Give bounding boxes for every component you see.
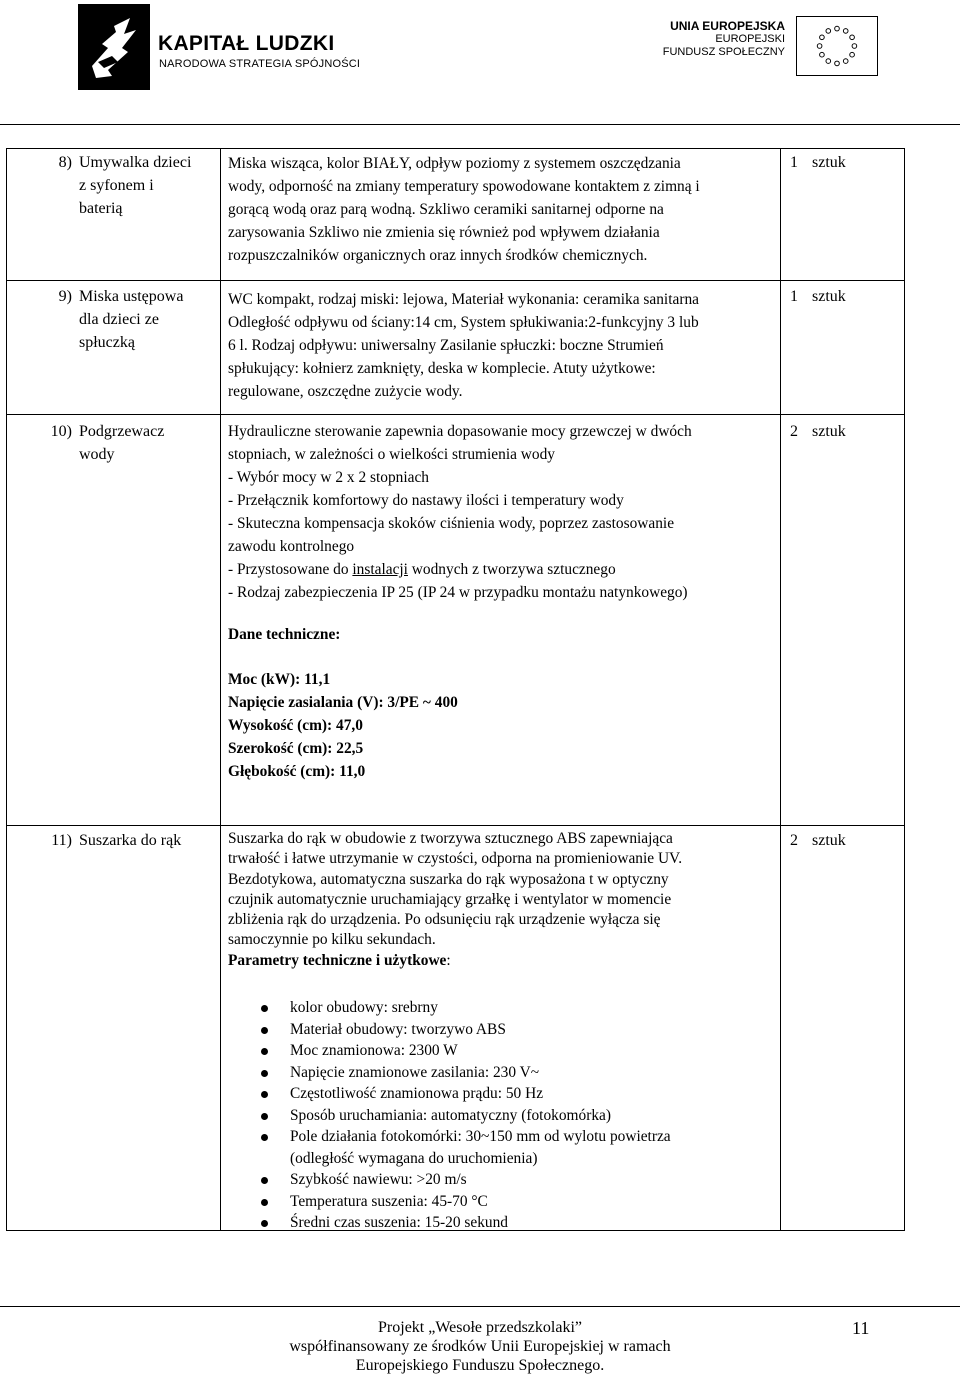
- kapital-ludzki-emblem-icon: [78, 4, 150, 90]
- footer-divider: [0, 1306, 960, 1307]
- row-number: 11): [51, 832, 72, 849]
- quantity-unit: sztuk: [812, 423, 846, 440]
- description-line: Odległość odpływu od ściany:14 cm, System spłukiwania:2-funkcyjny 3 lub: [228, 314, 699, 331]
- row-separator: [6, 280, 904, 281]
- tech-data-line: Napięcie zasialania (V): 3/PE ~ 400: [228, 694, 458, 711]
- list-item-text-cont: (odległość wymagana do uruchomienia): [290, 1149, 538, 1167]
- quantity-value: 1: [790, 154, 798, 171]
- params-heading: Parametry techniczne i użytkowe: [228, 951, 447, 969]
- quantity-unit: sztuk: [812, 154, 846, 171]
- description-line: Miska wisząca, kolor BIAŁY, odpływ poziomy z systemem oszczędzania: [228, 155, 681, 172]
- description-line: Bezdotykowa, automatyczna suszarka do rąk wyposażona t w optyczny: [228, 870, 669, 888]
- row-description: [228, 420, 778, 783]
- kapital-ludzki-subtitle: NARODOWA STRATEGIA SPÓJNOŚCI: [159, 58, 361, 70]
- header-divider: [0, 124, 960, 125]
- tech-data-line: Wysokość (cm): 47,0: [228, 717, 363, 734]
- row-quantity: [790, 829, 900, 852]
- quantity-value: 1: [790, 288, 798, 305]
- description-line: stopniach, w zależności o wielkości strumienia wody: [228, 446, 555, 463]
- item-name-line: baterią: [79, 200, 123, 217]
- item-name-line: spłuczką: [79, 334, 135, 351]
- list-item-text: Pole działania fotokomórki: 30~150 mm od wylotu powietrza: [290, 1128, 671, 1146]
- footer-line: Europejskiego Funduszu Społecznego.: [355, 1357, 605, 1374]
- params-heading-line: [228, 951, 778, 971]
- page-header: [0, 0, 960, 120]
- item-name-line: Podgrzewacz: [79, 423, 165, 440]
- install-text-pre: - Przystosowane do: [228, 561, 353, 578]
- row-separator: [6, 825, 904, 826]
- description-line: - Skuteczna kompensacja skoków ciśnienia wody, poprzez zastosowanie: [228, 515, 675, 532]
- description-line: WC kompakt, rodzaj miski: lejowa, Materiał wykonania: ceramika sanitarna: [228, 291, 699, 308]
- row-item-name: [79, 151, 219, 220]
- description-line: trwałość i łatwe utrzymanie w czystości, odporna na promieniowanie UV.: [228, 850, 683, 868]
- item-name-line: z syfonem i: [79, 177, 154, 194]
- item-name-line: Suszarka do rąk: [79, 832, 182, 849]
- row-separator: [6, 414, 904, 415]
- tech-data-heading: Dane techniczne:: [228, 626, 341, 643]
- row-description: [228, 288, 778, 403]
- row-item-name: [79, 285, 219, 354]
- description-line: 6 l. Rodzaj odpływu: uniwersalny Zasilanie spłuczki: boczne Strumień: [228, 337, 664, 354]
- description-line: Suszarka do rąk w obudowie z tworzywa sztucznego ABS zapewniająca: [228, 830, 673, 847]
- list-item: Moc znamionowa: 2300 W: [228, 1040, 778, 1062]
- row-quantity: [790, 151, 900, 174]
- list-item: kolor obudowy: srebrny: [228, 997, 778, 1019]
- row-quantity: [790, 420, 900, 443]
- list-item: Materiał obudowy: tworzywo ABS: [228, 1019, 778, 1041]
- tech-data-line: Szerokość (cm): 22,5: [228, 740, 364, 757]
- list-item: Średni czas suszenia: 15-20 sekund: [228, 1212, 778, 1234]
- list-item: Temperatura suszenia: 45-70 °C: [228, 1191, 778, 1213]
- list-item: Częstotliwość znamionowa prądu: 50 Hz: [228, 1083, 778, 1105]
- description-line: rozpuszczalników organicznych oraz innych środków chemicznych.: [228, 247, 648, 264]
- eu-line-3: FUNDUSZ SPOŁECZNY: [662, 46, 785, 58]
- row-number: 9): [58, 288, 72, 305]
- row-description: [228, 829, 778, 1234]
- row-number: 8): [58, 154, 72, 171]
- footer-line: Projekt „Wesołe przedszkolaki”: [378, 1319, 582, 1336]
- list-item: Szybkość nawiewu: >20 m/s: [228, 1169, 778, 1191]
- page-footer: [200, 1318, 760, 1375]
- description-line: zarysowania Szkliwo nie zmienia się również pod wpływem działania: [228, 224, 660, 241]
- params-list: [228, 997, 778, 1234]
- item-name-line: Umywalka dzieci: [79, 154, 192, 171]
- page-number: 11: [852, 1318, 870, 1338]
- list-item: Sposób uruchamiania: automatyczny (fotokomórka): [228, 1105, 778, 1127]
- kapital-ludzki-title: KAPITAŁ LUDZKI: [158, 32, 335, 55]
- quantity-value: 2: [790, 832, 798, 849]
- eu-line-2: EUROPEJSKI: [715, 33, 785, 45]
- row-number: 10): [50, 423, 72, 440]
- table-column-divider-desc: [220, 148, 221, 1231]
- description-line: czujnik automatycznie uruchamiający grzałkę i wentylator w momencie: [228, 890, 672, 908]
- description-line: gorącą wodą oraz parą wodną. Szkliwo ceramiki sanitarnej odporne na: [228, 201, 664, 218]
- table-column-divider-qty: [780, 148, 781, 1231]
- eu-line-1: UNIA EUROPEJSKA: [670, 19, 785, 33]
- description-line: regulowane, oszczędne zużycie wody.: [228, 383, 463, 400]
- tech-data-line: Moc (kW): 11,1: [228, 671, 331, 688]
- install-text-post: wodnych z tworzywa sztucznego: [407, 561, 616, 578]
- row-item-name: [79, 420, 219, 466]
- description-line: spłukujący: kołnierz zamknięty, deska w komplecie. Atuty użytkowe:: [228, 360, 656, 377]
- row-item-name: [79, 829, 219, 852]
- item-name-line: Miska ustępowa: [79, 288, 184, 305]
- footer-line: współfinansowany ze środków Unii Europejskiej w ramach: [289, 1338, 671, 1355]
- description-line: zbliżenia rąk do urządzenia. Po odsunięciu rąk urządzenie wyłącza się: [228, 911, 661, 929]
- list-item: Napięcie znamionowe zasilania: 230 V~: [228, 1062, 778, 1084]
- description-line: zawodu kontrolnego: [228, 538, 355, 555]
- eu-text-block: [650, 20, 785, 59]
- description-line: [228, 558, 778, 581]
- description-line: - Wybór mocy w 2 x 2 stopniach: [228, 469, 429, 486]
- item-name-line: wody: [79, 446, 115, 463]
- quantity-unit: sztuk: [812, 832, 846, 849]
- description-line: wody, odporność na zmiany temperatury spowodowane kontaktem z zimną i: [228, 178, 700, 195]
- description-line: Hydrauliczne sterowanie zapewnia dopasowanie mocy grzewczej w dwóch: [228, 423, 692, 440]
- table-border-top: [6, 148, 904, 149]
- install-link[interactable]: instalacji: [352, 561, 408, 578]
- description-line: samoczynnie po kilku sekundach.: [228, 931, 436, 949]
- table-border-right: [904, 148, 905, 1231]
- row-description: [228, 152, 778, 267]
- item-name-line: dla dzieci ze: [79, 311, 159, 328]
- row-quantity: [790, 285, 900, 308]
- description-line: - Przełącznik komfortowy do nastawy ilości i temperatury wody: [228, 492, 624, 509]
- description-line: - Rodzaj zabezpieczenia IP 25 (IP 24 w przypadku montażu natynkowego): [228, 584, 688, 601]
- quantity-unit: sztuk: [812, 288, 846, 305]
- table-border-left: [6, 148, 7, 1231]
- quantity-value: 2: [790, 423, 798, 440]
- eu-flag-icon: [796, 16, 878, 76]
- tech-data-line: Głębokość (cm): 11,0: [228, 763, 366, 780]
- params-heading-colon: :: [446, 951, 451, 969]
- list-item: [228, 1126, 778, 1169]
